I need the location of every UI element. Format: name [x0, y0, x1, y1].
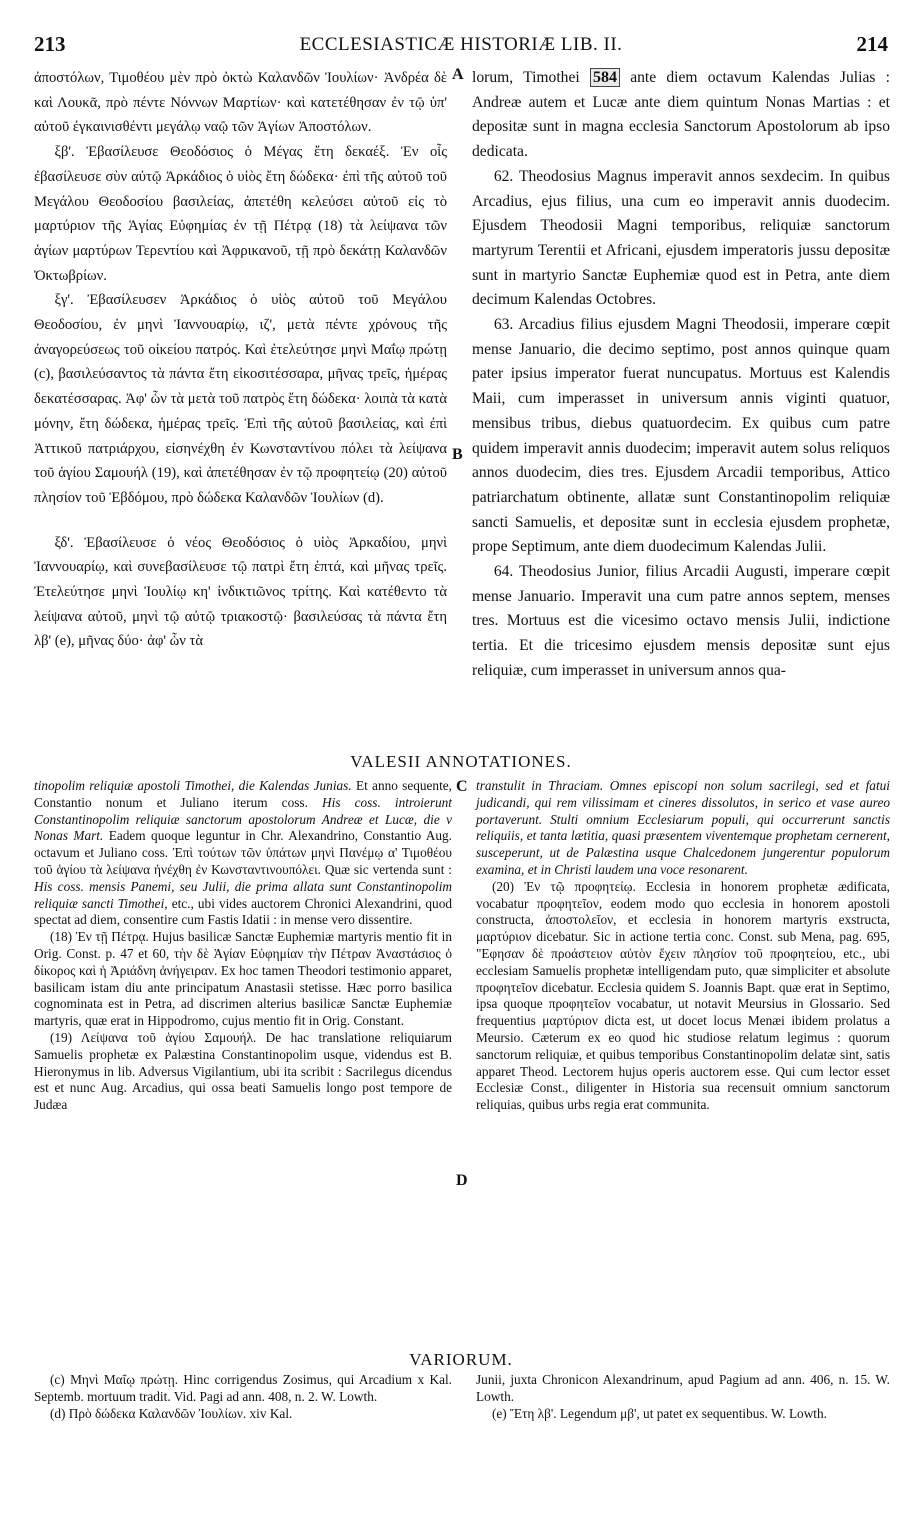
- running-title: ECCLESIASTICÆ HISTORIÆ LIB. II.: [299, 34, 623, 55]
- valesii-heading: VALESII ANNOTATIONES.: [350, 752, 572, 771]
- latin-paragraph: 62. Theodosius Magnus imperavit annos sexdecim. In quibus Arcadius, ejus filius, una cum eo imperavit annis duodecim. Ejusdem Theodosii Magni temporibus, reliquiæ sanctorum martyrum Terentii et Africani, ejusdem imperatoris jussu depositæ sunt in martyrio Sanctæ Euphemiæ quod est in Petra, ante diem decimum Kalendas Octobres.: [472, 167, 890, 309]
- note-italic: His coss. mensis Panemi, seu Julii, die prima allata sunt Constantinopolim reliquiæ sancti Timothei,: [34, 878, 452, 911]
- valesii-notes-left: [34, 778, 452, 1114]
- note-continuation: transtulit in Thraciam. Omnes episcopi non solum sacrilegi, sed et fatui judicandi, qui rem vilissimam et cineres dissolutos, in serico et vase aureo portaverunt. Stulti omnium Ecclesiarum populi, qui occurrerunt sanctis reliquiis, et tanta lætitia, quasi præsentem viventemque prophetam cernerent, susceperunt, ut de Palæstina usque Chalcedonem jungerentur populorum examina, et in Christi laudem una voce resonarent.: [476, 778, 890, 877]
- variorum-note-c: (c) Μηνὶ Μαΐῳ πρώτῃ. Hinc corrigendus Zosimus, qui Arcadium x Kal. Septemb. mortuum tradit. Vid. Pagi ad ann. 408, n. 2. W. Lowth.: [34, 1372, 452, 1404]
- greek-paragraph: ξγ'. Ἐβασίλευσεν Ἀρκάδιος ὁ υἱὸς αὐτοῦ τοῦ Μεγάλου Θεοδοσίου, ἐν μηνὶ Ἰαννουαρίῳ, ιζ', μετὰ πέντε χρόνους τῆς ἀναγορεύσεως τοῦ οἰκείου πατρός. Καὶ ἐτελεύτησε μηνὶ Μαΐῳ πρώτῃ (c), βασιλεύσαντος τὰ πάντα ἔτη εἰκοσιτέσσαρα, μῆνας τρεῖς, ἡμέρας δεκατέσσαρας. Ἀφ' ὧν τὰ μετὰ τοῦ πατρὸς ἔτη δώδεκα· λοιπὰ τὰ κατὰ μόνην, ἔτη δώδεκα, ἡμέρας τρεῖς. Ἐπὶ τῆς αὐτοῦ βασιλείας, καὶ ἐπὶ Ἀττικοῦ πατριάρχου, εἰσηνέχθη ἐν Κωνσταντίνου πόλει τὰ λείψανα τοῦ ἁγίου Σαμουήλ (19), καὶ ἀπετέθησαν ἐν τῷ προφητείῳ (20) αὐτοῦ πλησίον τοῦ Ἑβδόμου, πρὸ δώδεκα Καλανδῶν Ἰουλίων (d).: [34, 292, 447, 506]
- variorum-heading: VARIORUM.: [409, 1350, 513, 1369]
- page-number-right: 214: [856, 32, 888, 56]
- latin-paragraph: 63. Arcadius filius ejusdem Magni Theodosii, imperare cœpit mense Januario, die decimo septimo, post annos quinque quam pater ipsius imperator fuerat nuncupatus. Mortuus est Kalendis Maii, cum imperasset in universum annis viginti quatuor, mensibus tribus, diebus quatuordecim. Ex quibus cum patre quidem imperavit annis duodecim; imperavit autem solus reliquos annos duodecim, dies tres. Ejusdem Arcadii temporibus, Attico patriarchatum obtinente, allatæ sunt Constantinopolim reliquiæ sancti Samuelis, et depositæ sunt in ecclesia ejusdem prophetæ, prope Septimum, ante diem duodecimum Kalendas Julii.: [472, 316, 890, 556]
- latin-paragraph: 64. Theodosius Junior, filius Arcadii Augusti, imperare cœpit mense Januario. Imperavit una cum patre annos septem, menses tres. Mortuus est die vicesimo octavo mensis Julii, indictione tertia. Et die tricesimo ejusdem mensis depositæ sunt ejus reliquiæ, cum imperasset in universum annos qua-: [472, 563, 890, 679]
- note-text: Et anno sequente, Constantio nonum et Juliano iterum coss.: [34, 778, 453, 810]
- greek-paragraph: ξδ'. Ἐβασίλευσε ὁ νέος Θεοδόσιος ὁ υἱὸς Ἀρκαδίου, μηνὶ Ἰαννουαρίῳ, καὶ συνεβασίλευσε τῷ πατρὶ ἔτη ἑπτά, καὶ μῆνας τρεῖς. Ἐτελεύτησε μηνὶ Ἰουλίῳ κη' ἰνδικτιῶνος τρίτης. Καὶ κατέθεντο τὰ λείψανα αὐτοῦ, μηνὶ τῷ αὐτῷ τριακοστῷ· βασιλεύσας τὰ πάντα ἔτη λβ' (e), μῆνας δύο· ἀφ' ὧν τὰ: [34, 534, 447, 650]
- margin-letter-c: C: [456, 778, 468, 795]
- latin-text: ante diem octavum Kalendas Julias : Andreæ autem et Lucæ ante diem quintum Nonas Martias : et depositæ sunt in magna ecclesia Sanctorum Apostolorum ab ipso dedicata.: [472, 69, 891, 161]
- greek-paragraph: ἀποστόλων, Τιμοθέου μὲν πρὸ ὀκτὼ Καλανδῶν Ἰουλίων· Ἀνδρέα δὲ καὶ Λουκᾶ, πρὸ πέντε Νόννων Μαρτίων· καὶ κατετέθησαν ἐν τῷ ὑπ' αὐτοῦ ἐγκαινισθέντι μεγάλῳ ναῷ τῶν Ἁγίων Ἀποστόλων.: [34, 70, 447, 136]
- note-italic: His coss. introierunt Constantinopolim reliquiæ sanctorum apostolorum Andreæ et Lucæ, die v Nonas Mart.: [34, 794, 453, 844]
- note-19: (19) Λείψανα τοῦ ἁγίου Σαμουήλ. De hac translatione reliquiarum Samuelis prophetæ ex Palæstina Constantinopolim usque, videndus est B. Hieronymus in lib. Adversus Vigilantium, ubi ita scribit : Sacrilegus dicendus est et nunc Aug. Arcadius, qui ossa beati Samuelis longo post tempore de Judæa: [34, 1029, 452, 1113]
- page-marker-badge: 584: [590, 68, 620, 87]
- latin-paragraph: [472, 66, 890, 165]
- note-20: (20) Ἐν τῷ προφητείῳ. Ecclesia in honorem prophetæ ædificata, vocabatur προφητεῖον, eodem modo quo ecclesia in honorem apostoli constructa, ἀποστολεῖον, et ecclesia in honorem martyris exstructa, μαρτύριον dicebatur. Sic in actione tertia conc. Const. sub Mena, pag. 695, "Εφησαν δὲ προάστειον αὐτὸν ἔχειν πλησίον τοῦ προφητείου, etc., ubi ecclesiam Samuelis prophetæ intelligendam puto, quæ simpliciter et absolute προφητεῖον dicebatur. Ecclesia quidem S. Joannis Bapt. quæ erat in Septimo, ipsa quoque προφητεῖον vocabatur, ut notavit Meursius in Glossario. Sed frequentius μαρτύριον dicta est, ut docet locus Menæi ibidem prolatus a Meursio. Cæterum ex eo quod hic studiose relatum legimus : quorum sanctorum reliquiæ, et quibus temporibus Constantinopolim delatæ sint, satis apparet Theod. Lectorem hujus operis auctorem esse. Qui cum lector esset Ecclesiæ Const., diligenter in Historia sua recensuit omnium sanctorum reliquias, quibus urbs regia erat communita.: [476, 878, 890, 1113]
- margin-letter-b: B: [452, 446, 463, 463]
- page-number-left: 213: [34, 32, 66, 56]
- note-text: Eadem quoque leguntur in Chr. Alexandrino, Constantio Aug. octavum et Juliano coss. Ἐπὶ τούτων τῶν ὑπάτων μηνὶ Πανέμῳ α' Τιμοθέου τοῦ ἁγίου τὰ λείψανα ἠνέχθη ἐν Κωνσταντινουπόλει. Quæ sic vertenda sunt :: [34, 828, 452, 877]
- latin-text-column: [472, 66, 890, 684]
- greek-paragraph: ξβ'. Ἐβασίλευσε Θεοδόσιος ὁ Μέγας ἔτη δεκαέξ. Ἐν οἷς ἐβασίλευσε σὺν αὐτῷ Ἀρκάδιος ὁ υἱὸς ἔτη δώδεκα· ἐπὶ τῆς αὐτοῦ τοῦ Μεγάλου Θεοδοσίου βασιλείας, ἀπετέθη κελεύσει αὐτοῦ εἰς τὸ μαρτύριον τῆς Ἁγίας Εὐφημίας ἐν τῇ Πέτρᾳ (18) τὰ λείψανα τῶν ἁγίων μαρτύρων Τερεντίου καὶ Ἀφρικανοῦ, τῇ πρὸ δεκάτῃ Καλανδῶν Ὀκτωβρίων.: [34, 144, 447, 284]
- variorum-notes-right: [476, 1372, 890, 1422]
- greek-text-column: [34, 66, 447, 654]
- latin-text: lorum, Timothei: [472, 69, 580, 86]
- valesii-notes-right: [476, 778, 890, 1114]
- margin-letter-d: D: [456, 1172, 468, 1189]
- note-text: etc., ubi vides auctorem Chronici Alexandrini, quod spectat ad diem, consentire cum Fastis Idatii : in mense vero dissentire.: [34, 895, 452, 928]
- note-paragraph: [34, 778, 452, 929]
- variorum-note-d: (d) Πρὸ δώδεκα Καλανδῶν Ἰουλίων. xiv Kal.: [49, 1405, 293, 1421]
- margin-letter-a: A: [452, 66, 464, 83]
- note-18: (18) Ἐν τῇ Πέτρᾳ. Hujus basilicæ Sanctæ Euphemiæ martyris mentio fit in Orig. Const. p. 47 et 60, τὴν δὲ Ἁγίαν Εὐφημίαν τὴν Πέτραν Ἀναστάσιος ὁ δίκορος καὶ ἡ Ἀριάδνη ἀνήγειραν. Ex hoc tamen Theodori testimonio apparet, basilicam istam diu ante principatum Anastasii stetisse. Hæc porro basilica cognominata est in Petra, ad discrimen alterius basilicæ Sanctæ Euphemiæ martyris, quæ erat in Hippodromo, cujus mentio fit in Orig. Constant.: [34, 929, 452, 1029]
- variorum-note-e: (e) Ἔτη λβ'. Legendum μβ', ut patet ex sequentibus. W. Lowth.: [491, 1405, 827, 1421]
- note-italic: tinopolim reliquiæ apostoli Timothei, die Kalendas Junias.: [34, 778, 352, 793]
- variorum-notes-left: [34, 1372, 452, 1422]
- page-header: [34, 32, 888, 58]
- variorum-note-d-continued: Junii, juxta Chronicon Alexandrinum, apud Pagium ad ann. 406, n. 15. W. Lowth.: [476, 1372, 890, 1404]
